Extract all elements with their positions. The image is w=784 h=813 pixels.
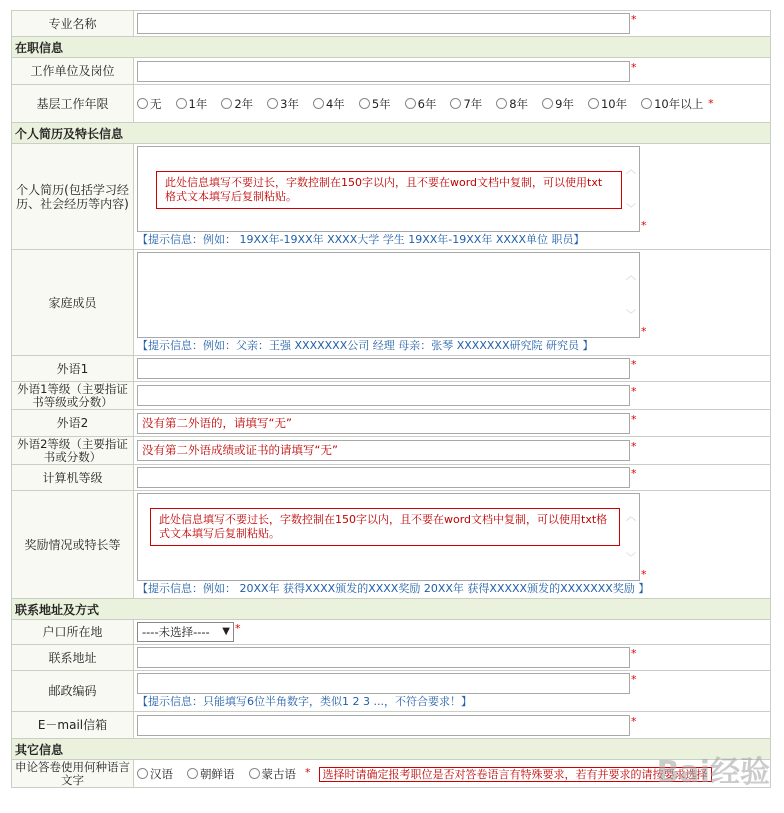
radio-icon[interactable] <box>496 98 507 109</box>
radio-icon[interactable] <box>641 98 652 109</box>
required-mark: * <box>641 568 647 581</box>
major-name-label: 专业名称 <box>12 11 134 37</box>
resume-hint: 【提示信息：例如： 19XX年-19XX年 XXXX大学 学生 19XX年-19XX年 XXXX单位 职员】 <box>137 233 585 246</box>
required-mark: * <box>235 622 241 635</box>
section-other: 其它信息 <box>12 739 771 760</box>
years-option[interactable]: 4年 <box>313 96 345 112</box>
radio-icon[interactable] <box>137 98 148 109</box>
required-mark: * <box>631 13 637 26</box>
awards-hint: 【提示信息：例如： 20XX年 获得XXXX颁发的XXXX奖励 20XX年 获得XXXXX颁发的XXXXXXX奖励 】 <box>137 582 650 595</box>
scroll-up-icon[interactable]: ︿ <box>626 165 636 176</box>
awards-textarea[interactable] <box>137 493 640 581</box>
years-option[interactable]: 5年 <box>359 96 391 112</box>
required-mark: * <box>631 385 637 398</box>
exam-lang-option[interactable]: 朝鲜语 <box>187 766 235 782</box>
resume-note: 此处信息填写不要过长，字数控制在150字以内，且不要在word文档中复制，可以使用txt格式文本填写后复制粘贴。 <box>156 171 622 209</box>
required-mark: * <box>708 97 714 110</box>
lang1-input[interactable] <box>137 358 630 379</box>
postcode-hint: 【提示信息：只能填写6位半角数字，类似1 2 3 ...，不符合要求！】 <box>137 695 472 708</box>
radio-icon[interactable] <box>359 98 370 109</box>
years-label: 基层工作年限 <box>12 85 134 123</box>
required-mark: * <box>305 765 311 779</box>
family-label: 家庭成员 <box>12 250 134 356</box>
required-mark: * <box>631 60 637 74</box>
awards-note: 此处信息填写不要过长，字数控制在150字以内，且不要在word文档中复制，可以使用txt格式文本填写后复制粘贴。 <box>150 508 620 546</box>
registration-form <box>11 10 771 788</box>
section-resume: 个人简历及特长信息 <box>12 123 771 144</box>
scroll-up-icon[interactable]: ︿ <box>626 512 636 523</box>
radio-icon[interactable] <box>267 98 278 109</box>
baidu-jingyan-watermark: Bai经验 <box>656 755 770 790</box>
lang1-level-input[interactable] <box>137 385 630 406</box>
exam-lang-option[interactable]: 蒙古语 <box>249 766 297 782</box>
exam-lang-option[interactable]: 汉语 <box>137 766 173 782</box>
required-mark: * <box>631 673 637 686</box>
hukou-select[interactable]: ----未选择---- ▼ <box>137 622 234 642</box>
family-hint: 【提示信息：例如：父亲：王强 XXXXXXX公司 经理 母亲：张琴 XXXXXXX研究院 研究员 】 <box>137 339 594 352</box>
years-option[interactable]: 3年 <box>267 96 299 112</box>
radio-icon[interactable] <box>588 98 599 109</box>
scroll-down-icon[interactable]: ﹀ <box>626 310 636 321</box>
awards-label: 奖励情况或特长等 <box>12 491 134 599</box>
radio-icon[interactable] <box>221 98 232 109</box>
address-label: 联系地址 <box>12 645 134 671</box>
resume-textarea[interactable] <box>137 146 640 232</box>
years-option[interactable]: 10年 <box>588 96 627 112</box>
required-mark: * <box>631 440 637 453</box>
scrollbar[interactable] <box>625 151 637 227</box>
required-mark: * <box>631 714 637 728</box>
exam-lang-warning: 选择时请确定报考职位是否对答卷语言有特殊要求，若有并要求的请按要求选择 <box>319 767 712 782</box>
radio-icon[interactable] <box>405 98 416 109</box>
email-label: E－mail信箱 <box>12 712 134 739</box>
computer-input[interactable] <box>137 467 630 488</box>
computer-label: 计算机等级 <box>12 465 134 491</box>
required-mark: * <box>641 219 647 232</box>
chevron-down-icon[interactable]: ▼ <box>222 626 230 637</box>
lang1-label: 外语1 <box>12 356 134 382</box>
lang2-label: 外语2 <box>12 410 134 437</box>
years-option[interactable]: 2年 <box>221 96 253 112</box>
radio-icon[interactable] <box>542 98 553 109</box>
radio-icon[interactable] <box>313 98 324 109</box>
years-option[interactable]: 1年 <box>176 96 208 112</box>
years-option[interactable]: 无 <box>137 96 162 112</box>
scroll-down-icon[interactable]: ﹀ <box>626 204 636 215</box>
radio-icon[interactable] <box>450 98 461 109</box>
radio-icon[interactable] <box>187 768 198 779</box>
radio-icon[interactable] <box>176 98 187 109</box>
required-mark: * <box>631 467 637 480</box>
radio-icon[interactable] <box>137 768 148 779</box>
scroll-down-icon[interactable]: ﹀ <box>626 553 636 564</box>
resume-label: 个人简历(包括学习经历、社会经历等内容) <box>12 144 134 250</box>
lang2-level-label: 外语2等级（主要指证书或分数） <box>12 437 134 465</box>
required-mark: * <box>641 325 647 338</box>
employer-input[interactable] <box>137 61 630 82</box>
required-mark: * <box>631 647 637 660</box>
years-option[interactable]: 6年 <box>405 96 437 112</box>
required-mark: * <box>631 412 637 426</box>
hukou-label: 户口所在地 <box>12 620 134 645</box>
years-option[interactable]: 8年 <box>496 96 528 112</box>
email-input[interactable] <box>137 715 630 736</box>
radio-icon[interactable] <box>249 768 260 779</box>
exam-lang-label: 申论答卷使用何种语言文字 <box>12 760 134 788</box>
postcode-input[interactable] <box>137 673 630 694</box>
required-mark: * <box>631 358 637 371</box>
lang2-level-input[interactable]: 没有第二外语成绩或证书的请填写“无” <box>137 440 630 461</box>
major-name-input[interactable] <box>137 13 630 34</box>
years-option[interactable]: 7年 <box>450 96 482 112</box>
postcode-label: 邮政编码 <box>12 671 134 712</box>
lang2-input[interactable]: 没有第二外语的，请填写“无” <box>137 413 630 434</box>
scrollbar[interactable] <box>625 257 637 333</box>
scroll-up-icon[interactable]: ︿ <box>626 271 636 282</box>
years-option[interactable]: 10年以上 <box>641 96 703 112</box>
years-radio-group <box>137 96 757 112</box>
section-contact: 联系地址及方式 <box>12 599 771 620</box>
address-input[interactable] <box>137 647 630 668</box>
section-employment: 在职信息 <box>12 37 771 58</box>
employer-label: 工作单位及岗位 <box>12 58 134 85</box>
years-option[interactable]: 9年 <box>542 96 574 112</box>
scrollbar[interactable] <box>625 498 637 576</box>
family-textarea[interactable] <box>137 252 640 338</box>
lang1-level-label: 外语1等级（主要指证书等级或分数） <box>12 382 134 410</box>
